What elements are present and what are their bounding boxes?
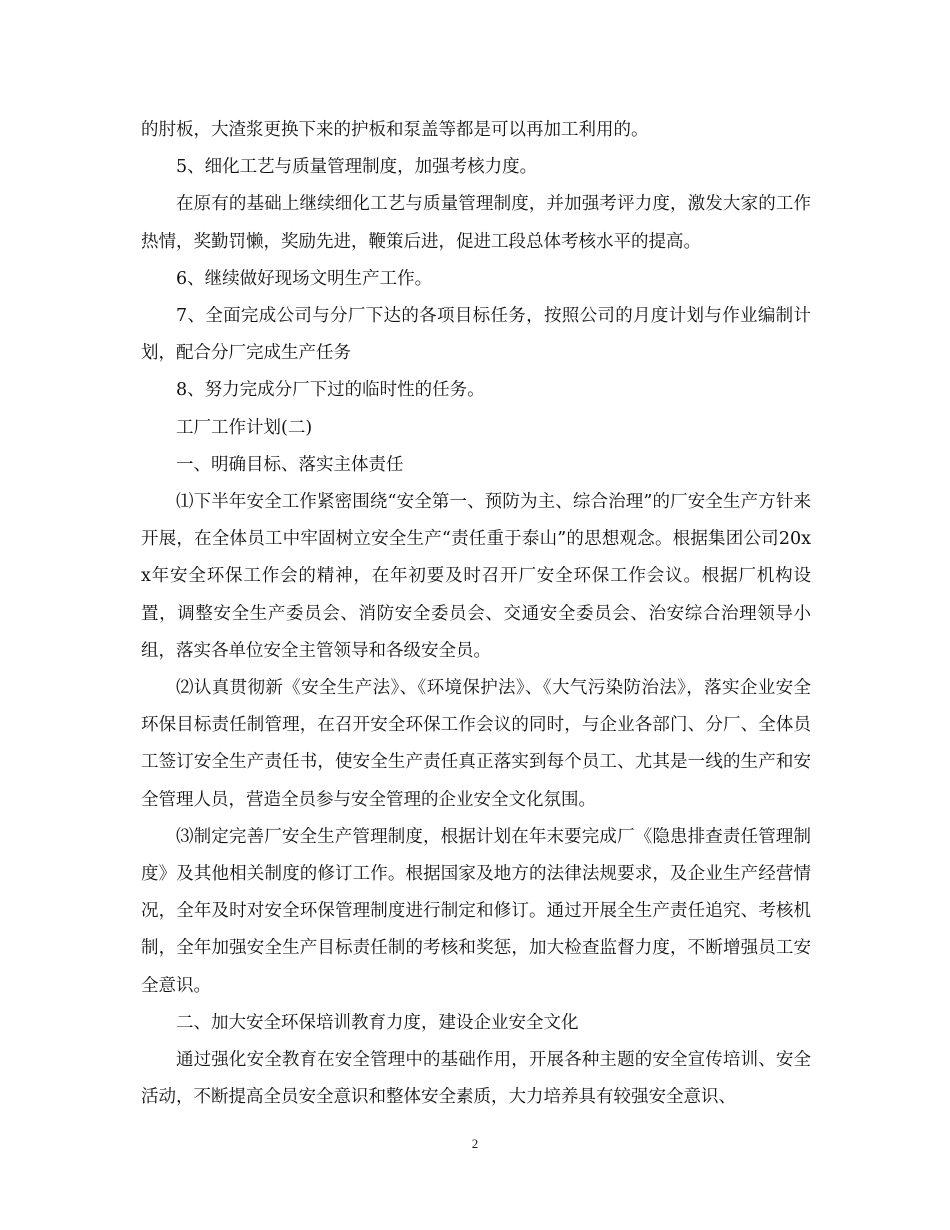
paragraph: 通过强化安全教育在安全管理中的基础作用，开展各种主题的安全宣传培训、安全活动，不断提高全员安全意识和整体安全素质，大力培养具有较强安全意识、 [141, 1050, 811, 1108]
paragraph: ⑶制定完善厂安全生产管理制度，根据计划在年末要完成厂《隐患排查责任管理制度》及其他相关制度的修订工作。根据国家及地方的法律法规要求，及企业生产经营情况，全年及时对安全环保管理制度进行制定和修订。通过开展全生产责任追究、考核机制，全年加强安全生产目标责任制的考核和奖惩，加大检查监督力度，不断增强员工安全意识。 [141, 826, 811, 996]
paragraph: ⑵认真贯彻新《安全生产法》、《环境保护法》、《大气污染防治法》，落实企业安全环保目标责任制管理，在召开安全环保工作会议的同时，与企业各部门、分厂、全体员工签订安全生产责任书，使安全生产责任真正落实到每个员工、尤其是一线的生产和安全管理人员，营造全员参与安全管理的企业安全文化氛围。 [141, 678, 811, 810]
list-item-7: 7、全面完成公司与分厂下达的各项目标任务，按照公司的月度计划与作业编制计划，配合分厂完成生产任务 [141, 306, 811, 364]
list-item-5: 5、细化工艺与质量管理制度，加强考核力度。 [176, 157, 538, 178]
page-number: 2 [471, 1136, 479, 1151]
paragraph-continuation: 的肘板，大渣浆更换下来的护板和泵盖等都是可以再加工利用的。 [141, 120, 649, 140]
document-body [141, 112, 811, 1116]
paragraph: ⑴下半年安全工作紧密围绕“安全第一、预防为主、综合治理”的厂安全生产方针来开展，在全体员工中牢固树立安全生产“责任重于泰山”的思想观念。根据集团公司20xx年安全环保工作会的精神，在年初要及时召开厂安全环保工作会议。根据厂机构设置，调整安全生产委员会、消防安全委员会、交通安全委员会、治安综合治理领导小组，落实各单位安全主管领导和各级安全员。 [141, 492, 811, 661]
section-heading-2: 二、加大安全环保培训教育力度，建设企业安全文化 [176, 1012, 579, 1033]
list-item-8: 8、努力完成分厂下过的临时性的任务。 [176, 380, 485, 401]
list-item-6: 6、继续做好现场文明生产工作。 [176, 268, 433, 289]
paragraph: 在原有的基础上继续细化工艺与质量管理制度，并加强考评力度，激发大家的工作热情，奖勤罚懒，奖励先进，鞭策后进，促进工段总体考核水平的提高。 [141, 194, 811, 252]
section-title: 工厂工作计划(二) [176, 417, 313, 438]
section-heading-1: 一、明确目标、落实主体责任 [176, 454, 404, 475]
